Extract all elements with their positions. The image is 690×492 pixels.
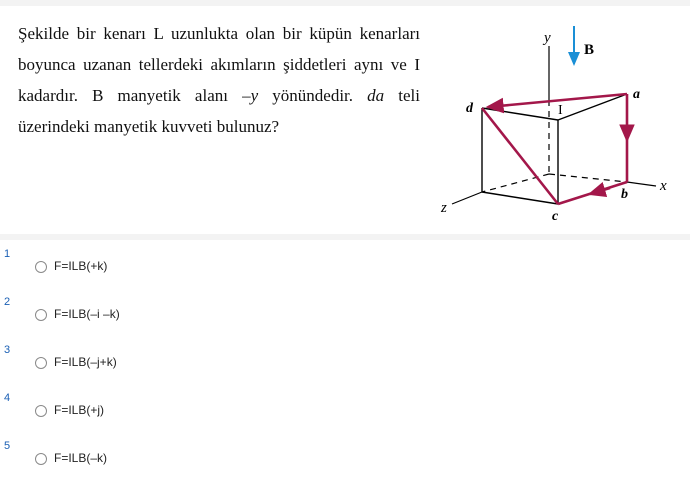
- radio-button[interactable]: [35, 309, 47, 321]
- option-5[interactable]: [0, 434, 690, 482]
- axis-z-label: z: [441, 200, 447, 216]
- axis-x-label: x: [660, 178, 667, 194]
- option-number: 1: [4, 248, 11, 260]
- option-label: F=ILB(–k): [54, 451, 108, 465]
- question-text-part: Şekilde bir kenarı L uzunlukta olan bir küpün kenarları boyunca uzanan tellerdeki akımların şiddetleri aynı ve I kadardır. B manyetik alanı: [18, 24, 420, 105]
- option-3[interactable]: [0, 338, 690, 387]
- radio-button[interactable]: [35, 261, 47, 273]
- option-number: 3: [4, 344, 11, 356]
- option-label: F=ILB(+j): [54, 403, 105, 417]
- current-label: I: [558, 103, 563, 118]
- x-axis: [627, 182, 656, 186]
- axis-y-label: y: [544, 30, 551, 46]
- cube-edge: [482, 108, 558, 120]
- point-a-label: a: [633, 87, 640, 102]
- option-number: 2: [4, 296, 11, 308]
- wire-name: da: [367, 86, 385, 105]
- option-label: F=ILB(–i –k): [54, 307, 120, 321]
- radio-button[interactable]: [35, 357, 47, 369]
- radio-button[interactable]: [35, 453, 47, 465]
- point-b-label: b: [621, 187, 628, 202]
- hidden-edge: [482, 174, 549, 192]
- point-c-label: c: [552, 209, 559, 224]
- option-number: 5: [4, 440, 11, 452]
- option-1[interactable]: [0, 242, 690, 291]
- option-label: F=ILB(–j+k): [54, 355, 117, 369]
- question-text: [18, 18, 420, 142]
- hidden-edge: [549, 174, 627, 182]
- wire-b-arrow: [590, 188, 610, 194]
- option-4[interactable]: [0, 386, 690, 435]
- option-label: F=ILB(+k): [54, 259, 108, 273]
- wire-d-c: [482, 108, 558, 204]
- option-2[interactable]: [0, 290, 690, 339]
- question-text-part: teli üzerindeki manyetik kuvveti bulunuz?: [18, 86, 420, 136]
- cube-edge: [482, 192, 558, 204]
- cube-figure: [430, 16, 690, 231]
- field-label: B: [584, 42, 595, 58]
- option-number: 4: [4, 392, 11, 404]
- question-text-part: yönündedir.: [258, 86, 368, 105]
- section-gap: [0, 234, 690, 240]
- point-d-label: d: [466, 101, 473, 116]
- z-axis: [452, 192, 482, 204]
- field-direction: –y: [242, 86, 259, 105]
- question-panel: [0, 6, 690, 234]
- radio-button[interactable]: [35, 405, 47, 417]
